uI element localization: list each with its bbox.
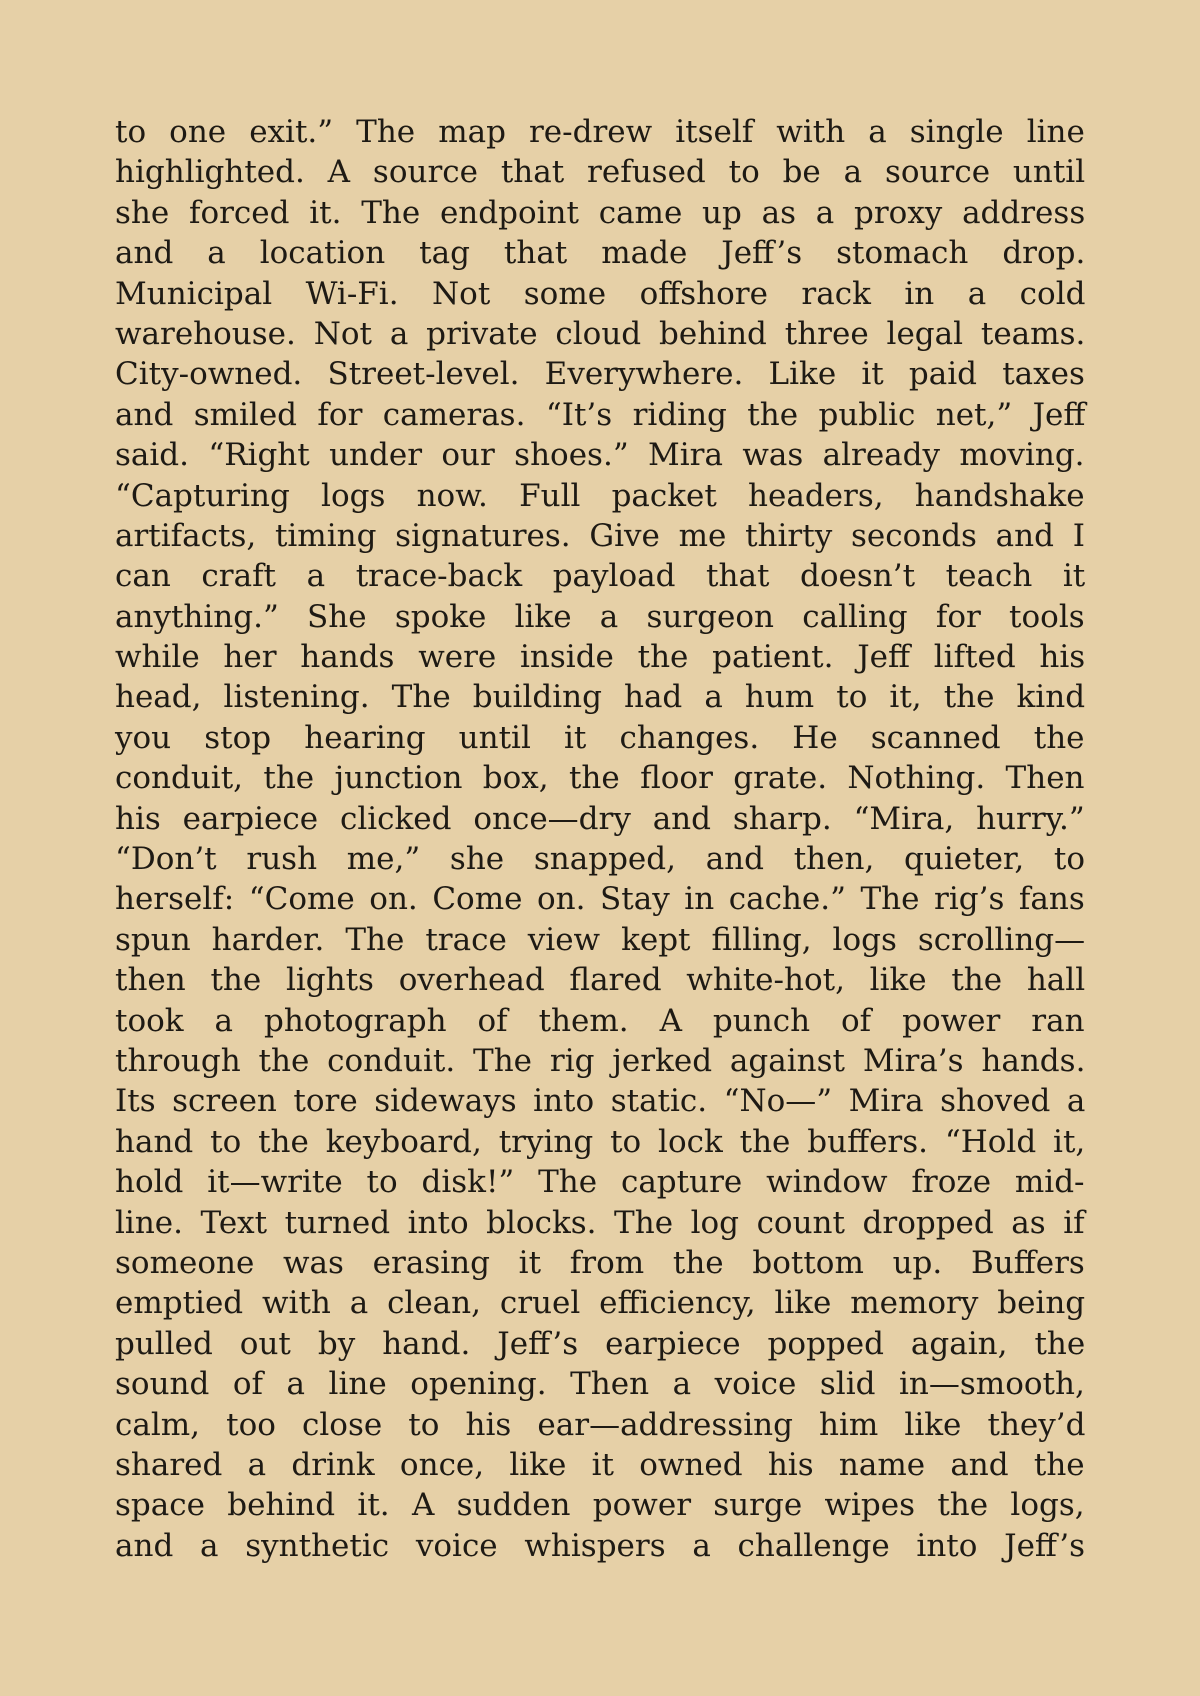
- text-line: Municipal Wi-Fi. Not some offshore rack in a cold: [115, 275, 1086, 312]
- text-line: Its screen tore sideways into static. “No—” Mira shoved a: [115, 1083, 1086, 1120]
- text-line: shared a drink once, like it owned his name and the: [115, 1446, 1085, 1483]
- text-line: hold it—write to disk!” The capture window froze mid-: [115, 1164, 1085, 1201]
- text-line: said. “Right under our shoes.” Mira was already moving.: [115, 437, 1085, 474]
- text-line: space behind it. A sudden power surge wipes the logs,: [115, 1487, 1085, 1524]
- text-line: and a synthetic voice whispers a challenge into Jeff’s: [115, 1527, 1086, 1564]
- text-line: can craft a trace-back payload that doesn’t teach it: [115, 558, 1086, 595]
- text-line: pulled out by hand. Jeff’s earpiece popped again, the: [115, 1325, 1086, 1362]
- text-line: and a location tag that made Jeff’s stomach drop.: [115, 235, 1086, 272]
- text-line: emptied with a clean, cruel efficiency, like memory being: [115, 1285, 1086, 1322]
- text-line: through the conduit. The rig jerked against Mira’s hands.: [115, 1042, 1086, 1079]
- text-line: head, listening. The building had a hum to it, the kind: [115, 679, 1086, 716]
- text-line: warehouse. Not a private cloud behind three legal teams.: [115, 315, 1086, 352]
- text-line: City-owned. Street-level. Everywhere. Like it paid taxes: [115, 356, 1085, 393]
- text-line: she forced it. The endpoint came up as a proxy address: [115, 194, 1086, 231]
- text-line: his earpiece clicked once—dry and sharp. “Mira, hurry.”: [115, 800, 1085, 837]
- text-line: you stop hearing until it changes. He scanned the: [115, 719, 1085, 756]
- text-line: “Capturing logs now. Full packet headers, handshake: [115, 477, 1085, 514]
- text-line: to one exit.” The map re-drew itself with a single line: [115, 114, 1085, 150]
- text-line: line. Text turned into blocks. The log count dropped as if: [115, 1204, 1085, 1241]
- text-line: anything.” She spoke like a surgeon calling for tools: [115, 598, 1085, 635]
- text-line: calm, too close to his ear—addressing him like they’d: [115, 1406, 1086, 1443]
- text-line: someone was erasing it from the bottom up. Buffers: [115, 1244, 1085, 1281]
- text-line: conduit, the junction box, the floor grate. Nothing. Then: [115, 760, 1085, 797]
- text-line: hand to the keyboard, trying to lock the buffers. “Hold it,: [115, 1123, 1086, 1160]
- text-line: artifacts, timing signatures. Give me thirty seconds and I: [115, 517, 1085, 554]
- text-line: sound of a line opening. Then a voice slid in—smooth,: [115, 1366, 1085, 1403]
- text-line: highlighted. A source that refused to be a source until: [115, 154, 1086, 191]
- text-line: “Don’t rush me,” she snapped, and then, quieter, to: [115, 841, 1086, 878]
- text-line: then the lights overhead flared white-hot, like the hall: [115, 962, 1086, 999]
- text-line: while her hands were inside the patient. Jeff lifted his: [115, 639, 1086, 676]
- story-text: [115, 112, 1085, 1566]
- text-line: took a photograph of them. A punch of power ran: [115, 1002, 1085, 1039]
- text-line: spun harder. The trace view kept filling, logs scrolling—: [115, 921, 1086, 958]
- text-line: and smiled for cameras. “It’s riding the public net,” Jeff: [115, 396, 1086, 433]
- text-line: herself: “Come on. Come on. Stay in cache.” The rig’s fans: [115, 881, 1085, 918]
